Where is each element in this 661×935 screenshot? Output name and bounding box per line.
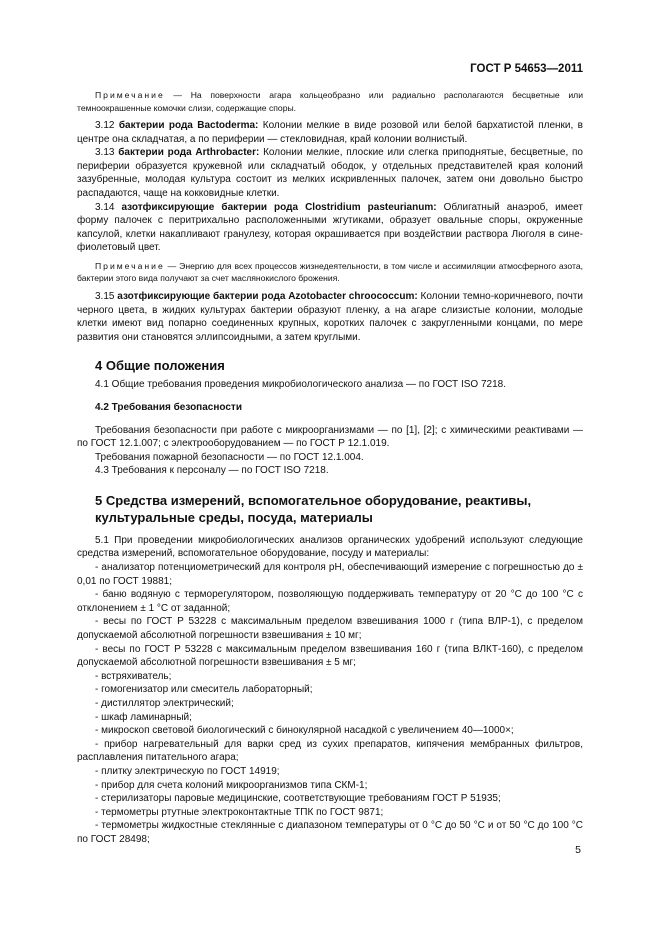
clause-4-3: 4.3 Требования к персоналу — по ГОСТ ISO 7218.: [95, 465, 329, 477]
list-item: - встряхиватель;: [95, 670, 172, 682]
note-label: Примечание: [95, 260, 165, 271]
clause-4-2-text: Требования безопасности при работе с микроорганизмами — по [1], [2]; с химическими реактивами — по ГОСТ 12.1.007; с электрооборудованием — по ГОСТ Р 12.1.019.: [77, 424, 583, 450]
clause-4-2-fire: Требования пожарной безопасности — по ГОСТ 12.1.004.: [95, 451, 364, 463]
list-item: - весы по ГОСТ Р 53228 с максимальным пределом взвешивания 160 г (типа ВЛКТ-160), с пределом допускаемой абсолютной погрешности взвешивания ± 5 мг;: [77, 643, 583, 669]
clause-3-15: [77, 290, 583, 344]
section-5-title-line2: культуральные среды, посуда, материалы: [95, 509, 373, 525]
section-4-heading: 4 Общие положения: [95, 358, 225, 374]
list-item: - плитку электрическую по ГОСТ 14919;: [95, 765, 280, 777]
list-item: - дистиллятор электрический;: [95, 698, 234, 709]
note-text: — Энергию для всех процессов жизнедеятельности, в том числе и ассимиляции атмосферного азота, бактерии этого вида получают за счет маслянокислого брожения.: [77, 260, 583, 284]
clause-number: 3.15: [95, 290, 118, 302]
note-paragraph: [77, 260, 583, 285]
clause-number: 3.12: [95, 120, 119, 131]
page-number: 5: [575, 844, 581, 856]
list-item: - термометры ртутные электроконтактные ТПК по ГОСТ 9871;: [95, 806, 384, 818]
equipment-list: [77, 561, 583, 846]
document-id-header: ГОСТ Р 54653—2011: [470, 63, 583, 75]
clause-term: бактерии рода Arthrobacter:: [118, 147, 260, 159]
clause-text: Облигатный анаэроб, имеет форму палочек с перитрихально расположенными жгутиками, образует овальные споры, окруженные капсулой, клетки накапливают гранулезу, которая окрашивается при воздействии раствора Люголя в сине-фиолетовый цвет.: [77, 201, 583, 254]
clause-term: бактерии рода Bactoderma:: [118, 120, 259, 131]
list-item: - стерилизаторы паровые медицинские, соответствующие требованиям ГОСТ Р 51935;: [95, 793, 501, 805]
clause-text: Колонии мелкие, плоские или слегка приподнятые, бесцветные, по периферии образуется кружевной или складчатый ободок, у отдельных представителей края колоний зазубренные, молодая культура состоит из мелких искривленных палочек, затем они довольно быстро распадаются, чаще на кокковидные клетки.: [77, 147, 583, 199]
clause-text: Колонии мелкие в виде розовой или белой бархатистой пленки, в центре она складчатая, а по периферии — стекловидная, край колонии волнистый.: [77, 120, 583, 145]
note-text: — На поверхности агара кольцеобразно или радиально располагаются бесцветные или темноокрашенные комочки слизи, содержащие споры.: [77, 90, 583, 113]
list-item: - прибор для счета колоний микроорганизмов типа СКМ-1;: [95, 779, 368, 791]
clause-number: 3.14: [95, 201, 122, 213]
section-5-title-line1: 5 Средства измерений, вспомогательное оборудование, реактивы,: [95, 492, 532, 508]
list-item: - анализатор потенциометрический для контроля pH, обеспечивающий измерение с погрешностью до ± 0,01 по ГОСТ 19881;: [77, 562, 583, 587]
list-item: - прибор нагревательный для варки сред из сухих препаратов, кипячения мембранных фильтров, расплавления питательного агара;: [77, 738, 583, 764]
page-content: [77, 89, 583, 847]
clause-term: азотфиксирующие бактерии рода Azotobacter chroococcum:: [117, 290, 418, 302]
note-paragraph: [77, 89, 583, 114]
clause-4-2-heading: 4.2 Требования безопасности: [95, 401, 242, 413]
clause-text: Колонии темно-коричневого, почти черного цвета, в жидких культурах бактерии образуют пленку, а на агаре слизистые колонии, молодые клетки имеют вид попарно соединенных крупных, коротких палочек с закругленными концами, по мере развития они становятся эллипсоидными, а затем круглыми.: [77, 290, 583, 343]
clause-term: азотфиксирующие бактерии рода Clostridium pasteurianum:: [121, 201, 437, 213]
note-label: Примечание: [95, 90, 165, 100]
list-item: - термометры жидкостные стеклянные с диапазоном температуры от 0 °С до 50 °С и от 50 °С до 100 °С по ГОСТ 28498;: [77, 820, 583, 845]
clause-3-14: [77, 201, 583, 255]
list-item: - шкаф ламинарный;: [95, 711, 192, 723]
list-item: - весы по ГОСТ Р 53228 с максимальным пределом взвешивания 1000 г (типа ВЛР-1), с пределом допускаемой абсолютной погрешности взвешивания ± 10 мг;: [77, 616, 583, 642]
list-item: - гомогенизатор или смеситель лабораторный;: [95, 684, 313, 696]
clause-3-12: [77, 119, 583, 146]
section-5-heading: [77, 492, 583, 526]
clause-5-1: 5.1 При проведении микробиологических анализов органических удобрений используют следующие средства измерений, вспомогательное оборудование, посуду и материалы:: [77, 534, 583, 560]
clause-number: 3.13: [95, 147, 119, 159]
clause-4-1: 4.1 Общие требования проведения микробиологического анализа — по ГОСТ ISO 7218.: [95, 379, 506, 391]
list-item: - микроскоп световой биологический с бинокулярной насадкой с увеличением 40—1000×;: [95, 725, 514, 737]
clause-3-13: [77, 146, 583, 200]
list-item: - баню водяную с терморегулятором, позволяющую поддерживать температуру от 20 °С до 100 °С с отклонением ± 1 °С от заданной;: [77, 589, 583, 614]
